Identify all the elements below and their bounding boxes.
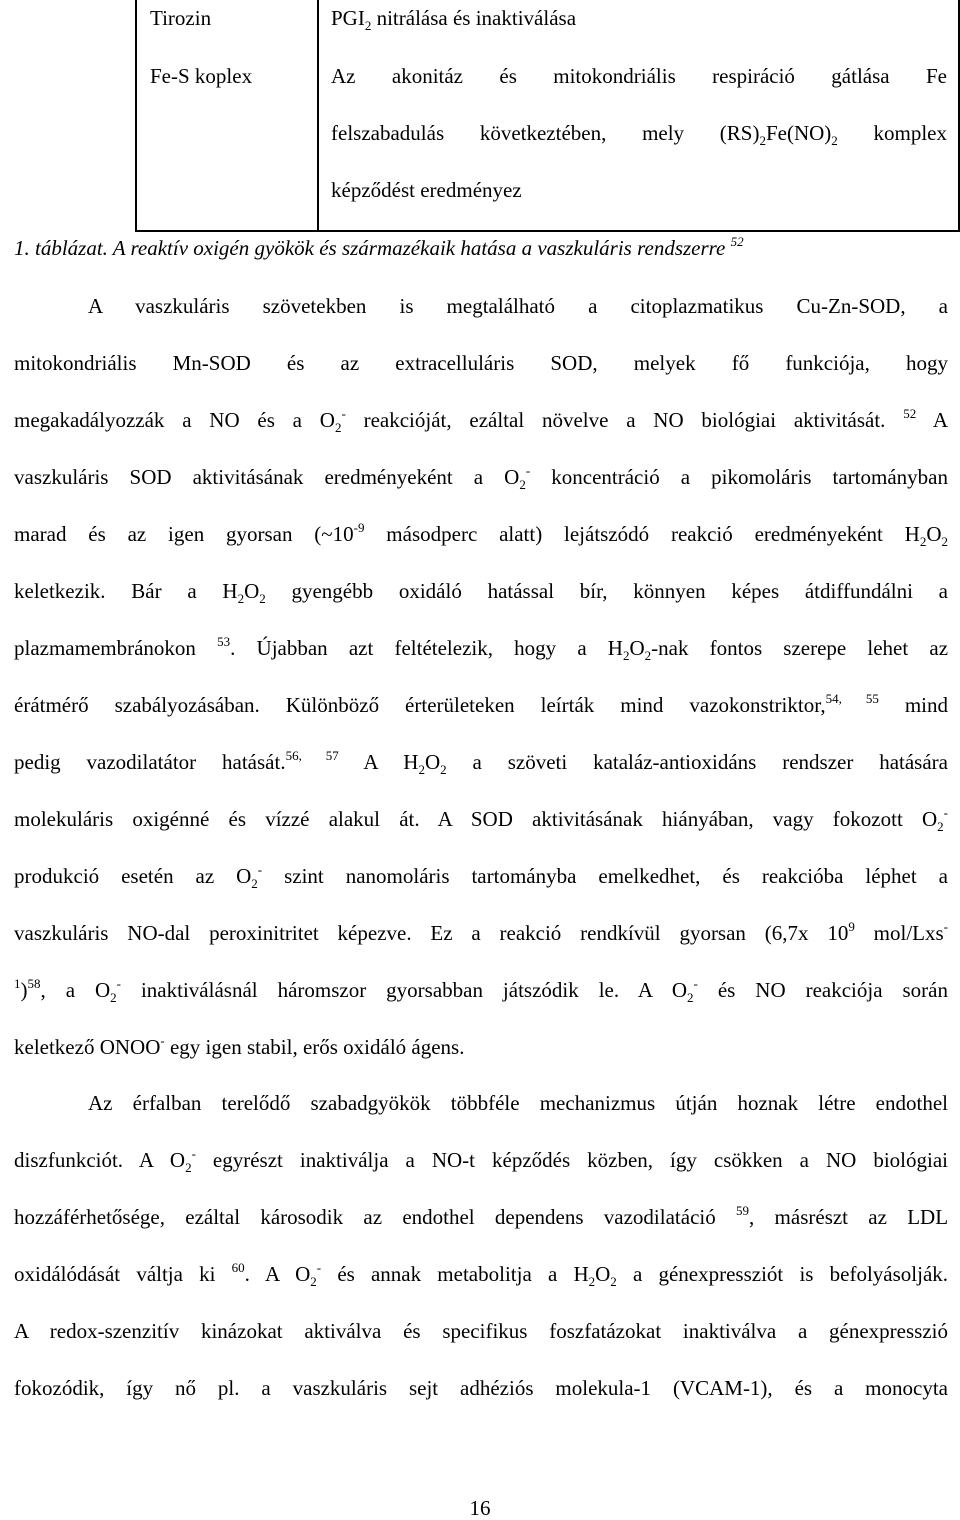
citation-ref: 59 [736, 1203, 750, 1218]
citation-ref: 60 [231, 1260, 245, 1275]
body-line: érátmérő szabályozásában. Különböző érterületeken leírták mind vazokonstriktor,$^{54, 55}$ mind [14, 691, 949, 717]
body-line: $^1$)$^{58}$, a $O_2^-$ inaktiválásnál háromszor gyorsabban játszódik le. A $O_2^-$ és NO reakciója során [14, 976, 948, 1005]
body-line: hozzáférhetősége, ezáltal károsodik az endothel dependens vazodilatáció $^{59}$, másrészt az LDL [14, 1203, 949, 1229]
body-line: fokozódik, így nő pl. a vaszkuláris sejt adhéziós molekula-1 (VCAM-1), és a monocyta [14, 1376, 948, 1400]
body-line: molekuláris oxigénné és vízzé alakul át. A SOD aktivitásának hiányában, vagy fokozott $O_2^-$ [14, 805, 948, 834]
body-line: produkció esetén az $O_2^-$ szint nanomoláris tartományba emelkedhet, és reakcióba léphet a [14, 862, 948, 891]
table-cell-pgi-effect: $PGI_2$ nitrálása és inaktiválása [331, 6, 577, 33]
table-cell-fes-complex: Fe-S koplex [150, 64, 253, 88]
body-line: keletkező ONOO- egy igen stabil, erős oxidáló ágens. [14, 1033, 465, 1059]
body-line: Az érfalban terelődő szabadgyökök többféle mechanizmus útján hoznak létre endothel [88, 1091, 948, 1115]
citation-ref: 56, 57 [285, 748, 339, 763]
table-cell-fes-effect-line3: képződést eredményez [331, 178, 522, 202]
table-cell-fes-effect-line2: felszabadulás következtében, mely $(RS)_2Fe(NO)_2$ komplex [331, 121, 947, 148]
body-line: pedig vazodilatátor hatását.$^{56, 57}$ A $H_2O_2$ a szöveti kataláz-antioxidáns rendszer hatására [14, 748, 948, 777]
table-caption: 1. táblázat. A reaktív oxigén gyökök és származékaik hatása a vaszkuláris rendszerre $^{52}$ [14, 234, 744, 260]
page-number: 16 [469, 1496, 491, 1520]
body-line: megakadályozzák a NO és a $O_2^-$ reakcióját, ezáltal növelve a NO biológiai aktivitását. $^{52}$ A [14, 406, 948, 435]
body-line: A vaszkuláris szövetekben is megtalálható a citoplazmatikus Cu-Zn-SOD, a [88, 294, 948, 318]
body-line: diszfunkciót. A $O_2^-$ egyrészt inaktiválja a NO-t képződés közben, így csökken a NO biológiai [14, 1146, 948, 1175]
body-line: vaszkuláris NO-dal peroxinitritet képezve. Ez a reakció rendkívül gyorsan (6,7x $10^9$ mol/Lxs- [14, 919, 948, 945]
table-cell-tirozin: Tirozin [150, 6, 212, 30]
body-line: vaszkuláris SOD aktivitásának eredményeként a $O_2^-$ koncentráció a pikomoláris tartományban [14, 463, 948, 492]
citation-ref: 52 [730, 234, 744, 249]
body-line: plazmamembránokon $^{53}$. Újabban azt feltételezik, hogy a $H_2O_2$-nak fontos szerepe lehet az [14, 634, 949, 663]
citation-ref: 54, 55 [825, 691, 879, 706]
citation-ref: 58 [27, 976, 41, 991]
body-line: marad és az igen gyorsan ($\sim 10^{-9}$ másodperc alatt) lejátszódó reakció eredményeként $H_2O_2$ [14, 520, 948, 549]
table-cell-fes-effect-line1: Az akonitáz és mitokondriális respiráció gátlása Fe [331, 64, 947, 88]
body-line: mitokondriális Mn-SOD és az extracelluláris SOD, melyek fő funkciója, hogy [14, 351, 948, 375]
effects-table [135, 0, 960, 232]
body-line: keletkezik. Bár a $H_2O_2$ gyengébb oxidáló hatással bír, könnyen képes átdiffundálni a [14, 579, 949, 606]
citation-ref: 53 [217, 634, 231, 649]
body-line: oxidálódását váltja ki $^{60}$. A $O_2^-$ és annak metabolitja a $H_2O_2$ a génexpressziót is befolyásolják. [14, 1260, 949, 1289]
citation-ref: 52 [903, 406, 917, 421]
body-line: A redox-szenzitív kinázokat aktiválva és specifikus foszfatázokat inaktiválva a génexpresszió [14, 1319, 948, 1343]
table-column-divider [317, 0, 319, 230]
